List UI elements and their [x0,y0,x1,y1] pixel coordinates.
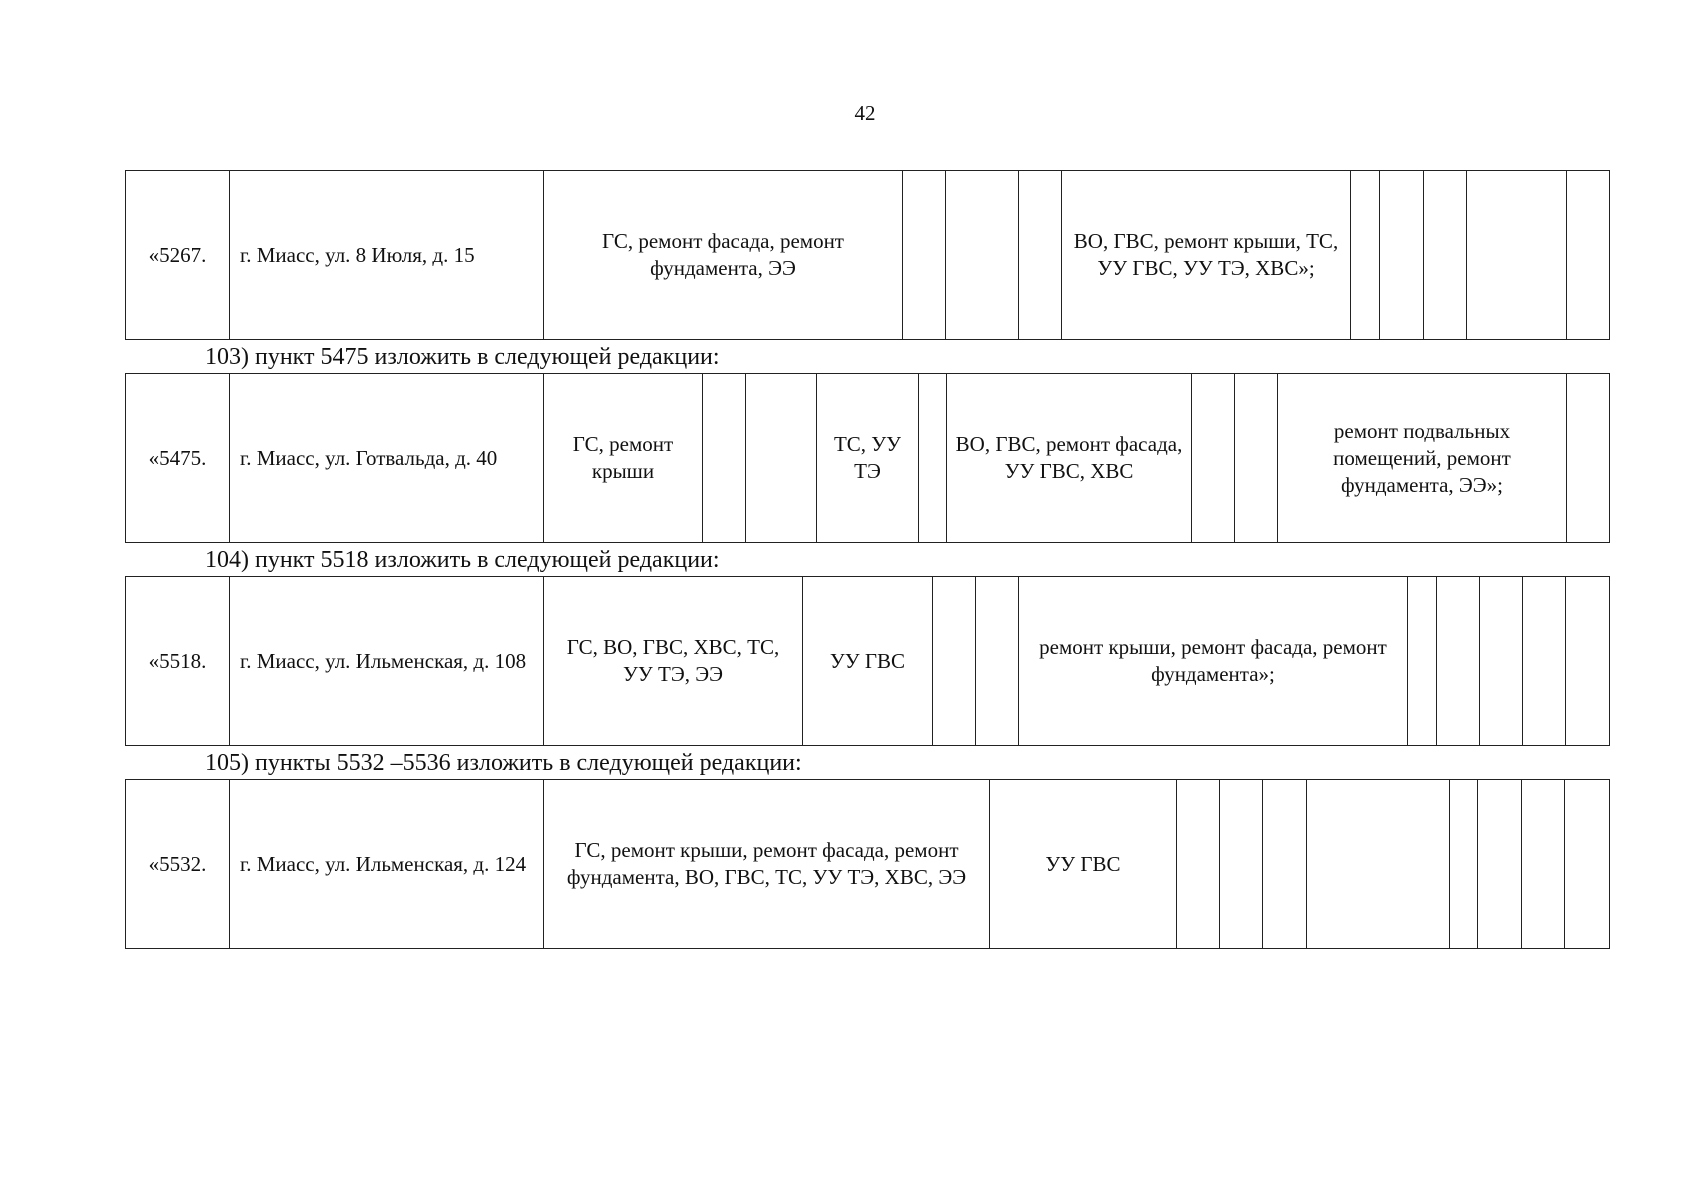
works-cell: ГС, ВО, ГВС, ХВС, ТС, УУ ТЭ, ЭЭ [544,577,803,746]
table-row-5532 [125,779,1610,949]
works-cell: ВО, ГВС, ремонт крыши, ТС, УУ ГВС, УУ ТЭ, ХВС»; [1062,171,1351,340]
row-number: «5532. [126,780,230,949]
empty-cell [703,374,746,543]
table-row-5518 [125,576,1610,746]
empty-cell [1467,171,1567,340]
works-cell: ГС, ремонт крыши [544,374,703,543]
row-number: «5267. [126,171,230,340]
address-cell: г. Миасс, ул. Ильменская, д. 108 [230,577,544,746]
empty-cell [1567,374,1610,543]
amendment-paragraph: 104) пункт 5518 изложить в следующей редакции: [205,547,720,573]
empty-cell [1437,577,1480,746]
amendment-paragraph: 103) пункт 5475 изложить в следующей редакции: [205,344,720,370]
row-number: «5518. [126,577,230,746]
empty-cell [1177,780,1220,949]
empty-cell [1567,171,1610,340]
empty-cell [1019,171,1062,340]
empty-cell [1220,780,1263,949]
empty-cell [1523,577,1566,746]
empty-cell [1380,171,1424,340]
empty-cell [1480,577,1523,746]
address-cell: г. Миасс, ул. Ильменская, д. 124 [230,780,544,949]
empty-cell [919,374,947,543]
works-cell: ТС, УУ ТЭ [817,374,919,543]
empty-cell [933,577,976,746]
table-row-5267 [125,170,1610,340]
works-cell: ремонт крыши, ремонт фасада, ремонт фундамента»; [1019,577,1408,746]
empty-cell [903,171,946,340]
empty-cell [746,374,817,543]
empty-cell [1450,780,1478,949]
empty-cell [1565,780,1610,949]
works-cell: УУ ГВС [990,780,1177,949]
empty-cell [976,577,1019,746]
empty-cell [1478,780,1522,949]
empty-cell [1235,374,1278,543]
address-cell: г. Миасс, ул. Готвальда, д. 40 [230,374,544,543]
works-cell: УУ ГВС [803,577,933,746]
table-row-5475 [125,373,1610,543]
empty-cell [1351,171,1380,340]
empty-cell [1263,780,1307,949]
empty-cell [1408,577,1437,746]
empty-cell [1424,171,1467,340]
empty-cell [1522,780,1565,949]
page-number: 42 [854,101,876,125]
row-number: «5475. [126,374,230,543]
empty-cell [1566,577,1610,746]
address-cell: г. Миасс, ул. 8 Июля, д. 15 [230,171,544,340]
works-cell: ремонт подвальных помещений, ремонт фундамента, ЭЭ»; [1278,374,1567,543]
works-cell: ВО, ГВС, ремонт фасада, УУ ГВС, ХВС [947,374,1192,543]
empty-cell [1307,780,1450,949]
works-cell: ГС, ремонт крыши, ремонт фасада, ремонт фундамента, ВО, ГВС, ТС, УУ ТЭ, ХВС, ЭЭ [544,780,990,949]
amendment-paragraph: 105) пункты 5532 –5536 изложить в следующей редакции: [205,750,802,776]
works-cell: ГС, ремонт фасада, ремонт фундамента, ЭЭ [544,171,903,340]
empty-cell [946,171,1019,340]
empty-cell [1192,374,1235,543]
